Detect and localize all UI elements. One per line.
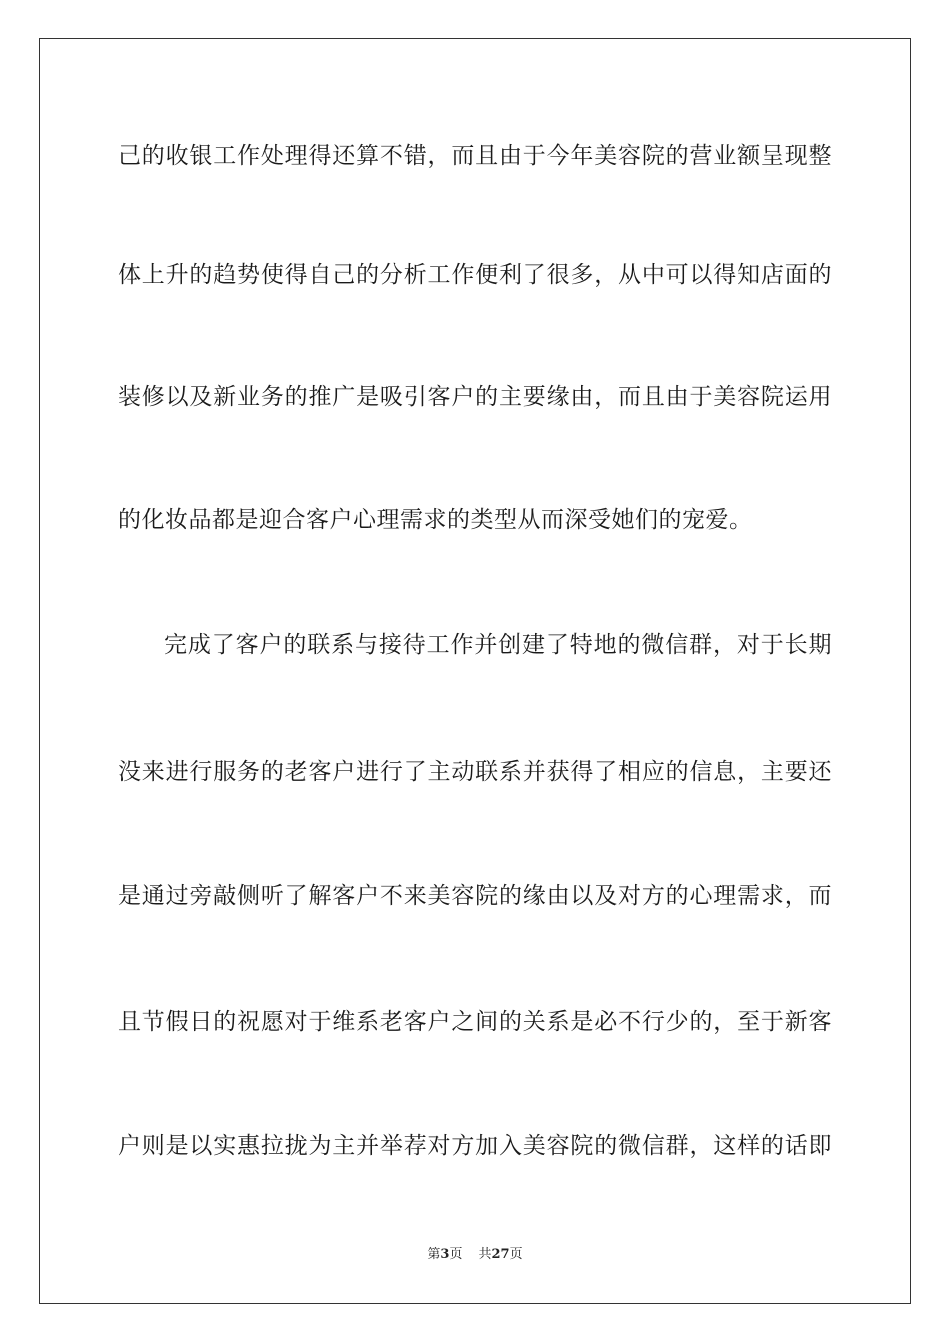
page-number: 3 (440, 1247, 450, 1262)
total-prefix: 共 (478, 1247, 492, 1262)
paragraph-line-9: 户则是以实惠拉拢为主并举荐对方加入美容院的微信群，这样的话即 (118, 1133, 832, 1159)
paragraph-line-7: 是通过旁敲侧听了解客户不来美容院的缘由以及对方的心理需求，而 (118, 883, 832, 909)
total-suffix: 页 (509, 1247, 523, 1262)
paragraph-line-6: 没来进行服务的老客户进行了主动联系并获得了相应的信息，主要还 (118, 759, 832, 785)
paragraph-line-1: 己的收银工作处理得还算不错，而且由于今年美容院的营业额呈现整 (118, 143, 832, 169)
total-pages: 27 (491, 1247, 510, 1262)
paragraph-line-4: 的化妆品都是迎合客户心理需求的类型从而深受她们的宠爱。 (118, 507, 753, 533)
paragraph-line-8: 且节假日的祝愿对于维系老客户之间的关系是必不行少的，至于新客 (118, 1009, 832, 1035)
page-suffix: 页 (449, 1247, 463, 1262)
paragraph-line-5: 完成了客户的联系与接待工作并创建了特地的微信群，对于长期 (164, 632, 832, 658)
page-footer (0, 1245, 950, 1265)
paragraph-line-3: 装修以及新业务的推广是吸引客户的主要缘由，而且由于美容院运用 (118, 384, 832, 410)
page-prefix: 第 (427, 1247, 441, 1262)
paragraph-line-2: 体上升的趋势使得自己的分析工作便利了很多，从中可以得知店面的 (118, 262, 832, 288)
page-border (39, 38, 911, 1304)
